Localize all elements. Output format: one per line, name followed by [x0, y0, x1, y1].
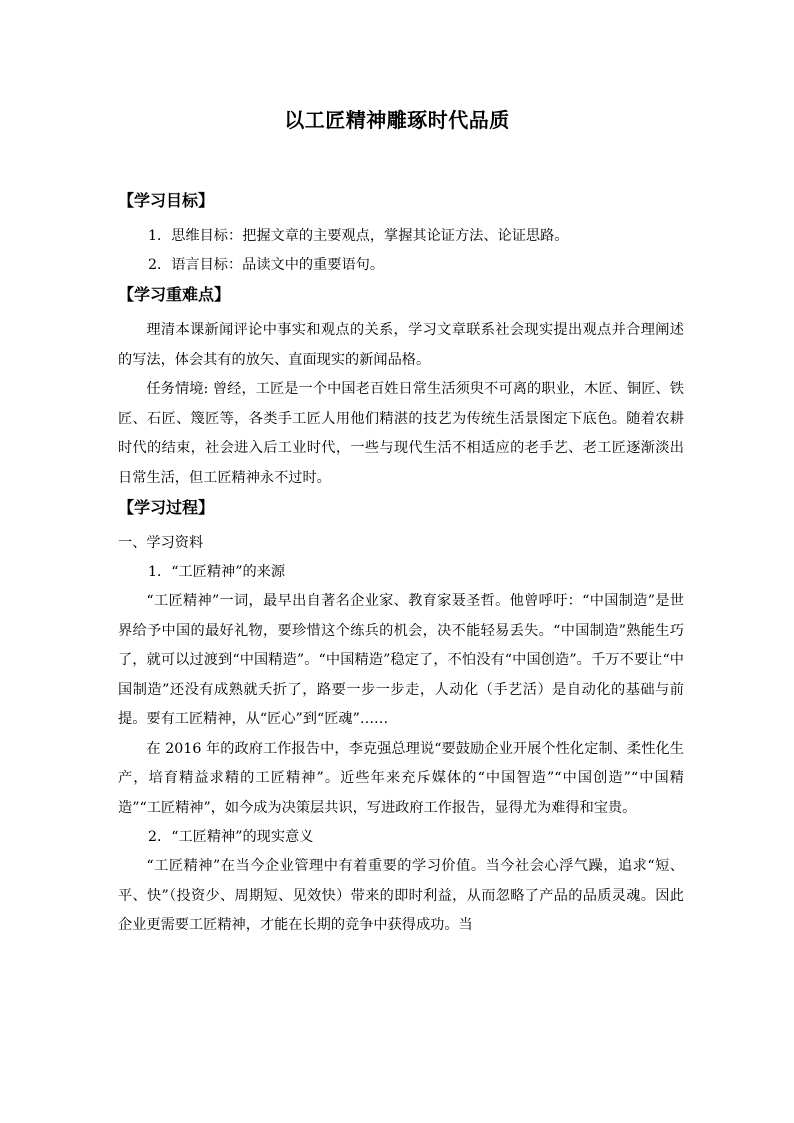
document-body: [118, 186, 684, 941]
section-heading-learning-objectives: 【学习目标】: [118, 191, 215, 210]
document-title: 以工匠精神雕琢时代品质: [284, 108, 510, 132]
objective-item: 1．思维目标：把握文章的主要观点，掌握其论证方法、论证思路。: [148, 228, 569, 244]
subsection-heading: 2．“工匠精神”的现实意义: [148, 829, 314, 845]
paragraph: 在 2016 年的政府工作报告中，李克强总理说“要鼓励企业开展个性化定制、柔性化生产，培育精益求精的工匠精神”。近些年来充斥媒体的“中国智造”“中国创造”“中国精造”“工匠精神”，如今成为决策层共识，写进政府工作报告，显得尤为难得和宝贵。: [118, 740, 684, 816]
objective-item: 2．语言目标：品读文中的重要语句。: [148, 257, 385, 273]
section-heading-learning-process: 【学习过程】: [118, 498, 215, 517]
paragraph: 任务情境: 曾经，工匠是一个中国老百姓日常生活须臾不可离的职业，木匠、铜匠、铁匠、石匠、篾匠等，各类手工匠人用他们精湛的技艺为传统生活景图定下底色。随着农耕时代的结束，社会进入后工业时代，一些与现代生活不相适应的老手艺、老工匠逐渐淡出日常生活，但工匠精神永不过时。: [118, 381, 684, 486]
part-heading: 一、学习资料: [118, 535, 204, 551]
paragraph: 理清本课新闻评论中事实和观点的关系，学习文章联系社会现实提出观点并合理阐述的写法，体会其有的放矢、直面现实的新闻品格。: [118, 322, 684, 368]
section-heading-key-difficulties: 【学习重难点】: [118, 285, 231, 304]
paragraph: “工匠精神”一词，最早出自著名企业家、教育家聂圣哲。他曾呼吁：“中国制造”是世界给予中国的最好礼物，要珍惜这个练兵的机会，决不能轻易丢失。“中国制造”熟能生巧了，就可以过渡到“中国精造”。“中国精造”稳定了，不怕没有“中国创造”。千万不要让“中国制造”还没有成熟就夭折了，路要一步一步走，人动化（手艺活）是自动化的基础与前提。要有工匠精神，从“匠心”到“匠魂”……: [118, 593, 684, 727]
paragraph: “工匠精神”在当今企业管理中有着重要的学习价值。当今社会心浮气躁，追求“短、平、快”（投资少、周期短、见效快）带来的即时利益，从而忽略了产品的品质灵魂。因此企业更需要工匠精神，才能在长期的竞争中获得成功。当: [118, 858, 684, 933]
subsection-heading: 1．“工匠精神”的来源: [148, 564, 286, 580]
